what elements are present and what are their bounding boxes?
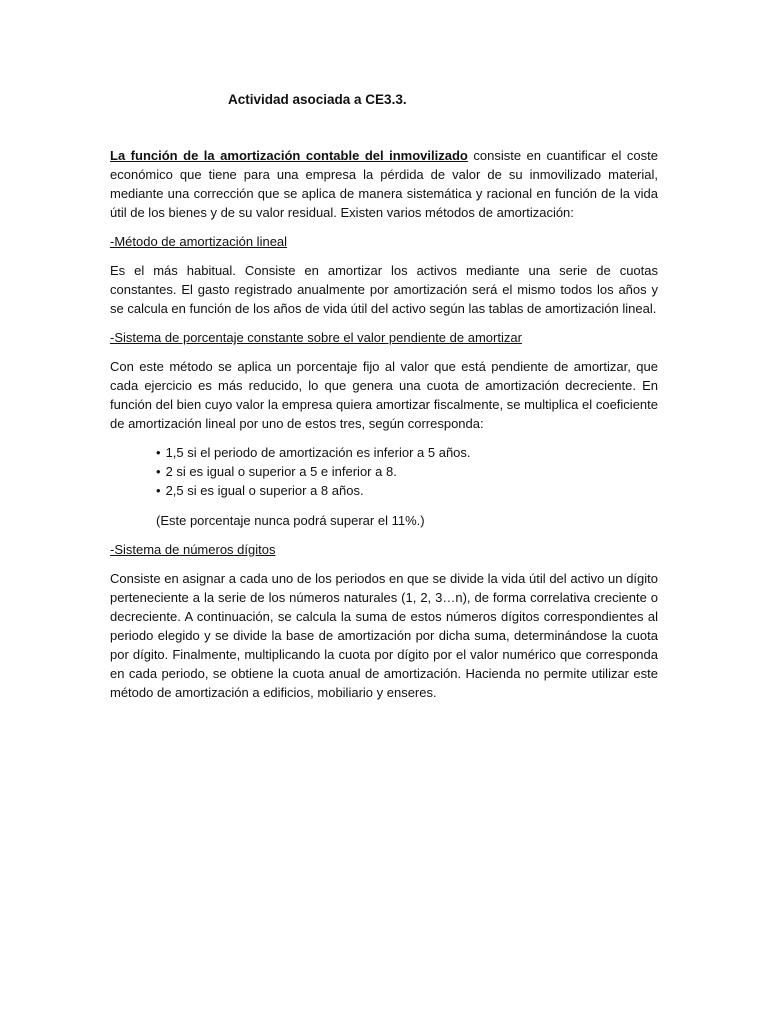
list-item [156,481,658,500]
percentage-note: (Este porcentaje nunca podrá superar el 11%.) [156,513,425,528]
bullet-icon: • [156,483,161,498]
list-item-text: 2 si es igual o superior a 5 e inferior a 8. [165,464,397,479]
list-item-text: 2,5 si es igual o superior a 8 años. [165,483,364,498]
section-heading-digitos: -Sistema de números dígitos [110,542,276,557]
list-item [156,443,658,462]
intro-paragraph [110,146,658,222]
list-item [156,462,658,481]
intro-text: consiste en cuantificar el coste económico que tiene para una empresa la pérdida de valor de su inmovilizado material, mediante una corrección que se aplica de manera sistemática y racional en función de la vida útil de los bienes y de su valor residual. Existen varios métodos de amortización: [110,148,658,220]
document-page [110,90,658,702]
section-heading-porcentaje: -Sistema de porcentaje constante sobre el valor pendiente de amortizar [110,330,522,345]
section-body-porcentaje: Con este método se aplica un porcentaje fijo al valor que está pendiente de amortizar, que cada ejercicio es más reducido, lo que genera una cuota de amortización decreciente. En función del bien cuyo valor la empresa quiera amortizar fiscalmente, se multiplica el coeficiente de amortización lineal por uno de estos tres, según corresponda: [110,359,658,431]
bullet-icon: • [156,445,161,460]
coefficient-list [156,443,658,500]
document-title: Actividad asociada a CE3.3. [228,92,407,107]
section-heading-lineal: -Método de amortización lineal [110,234,288,249]
bullet-icon: • [156,464,161,479]
section-body-lineal: Es el más habitual. Consiste en amortizar los activos mediante una serie de cuotas constantes. El gasto registrado anualmente por amortización será el mismo todos los años y se calcula en función de los años de vida útil del activo según las tablas de amortización lineal. [110,263,658,316]
list-item-text: 1,5 si el periodo de amortización es inferior a 5 años. [165,445,471,460]
section-body-digitos: Consiste en asignar a cada uno de los periodos en que se divide la vida útil del activo un dígito perteneciente a la serie de los números naturales (1, 2, 3…n), de forma correlativa creciente o decreciente. A continuación, se calcula la suma de estos números dígitos correspondientes al periodo elegido y se divide la base de amortización por dicha suma, determinándose la cuota por dígito. Finalmente, multiplicando la cuota por dígito por el valor numérico que corresponda en cada periodo, se obtiene la cuota anual de amortización. Hacienda no permite utilizar este método de amortización a edificios, mobiliario y enseres. [110,571,658,700]
intro-lead-term: La función de la amortización contable del inmovilizado [110,148,468,163]
